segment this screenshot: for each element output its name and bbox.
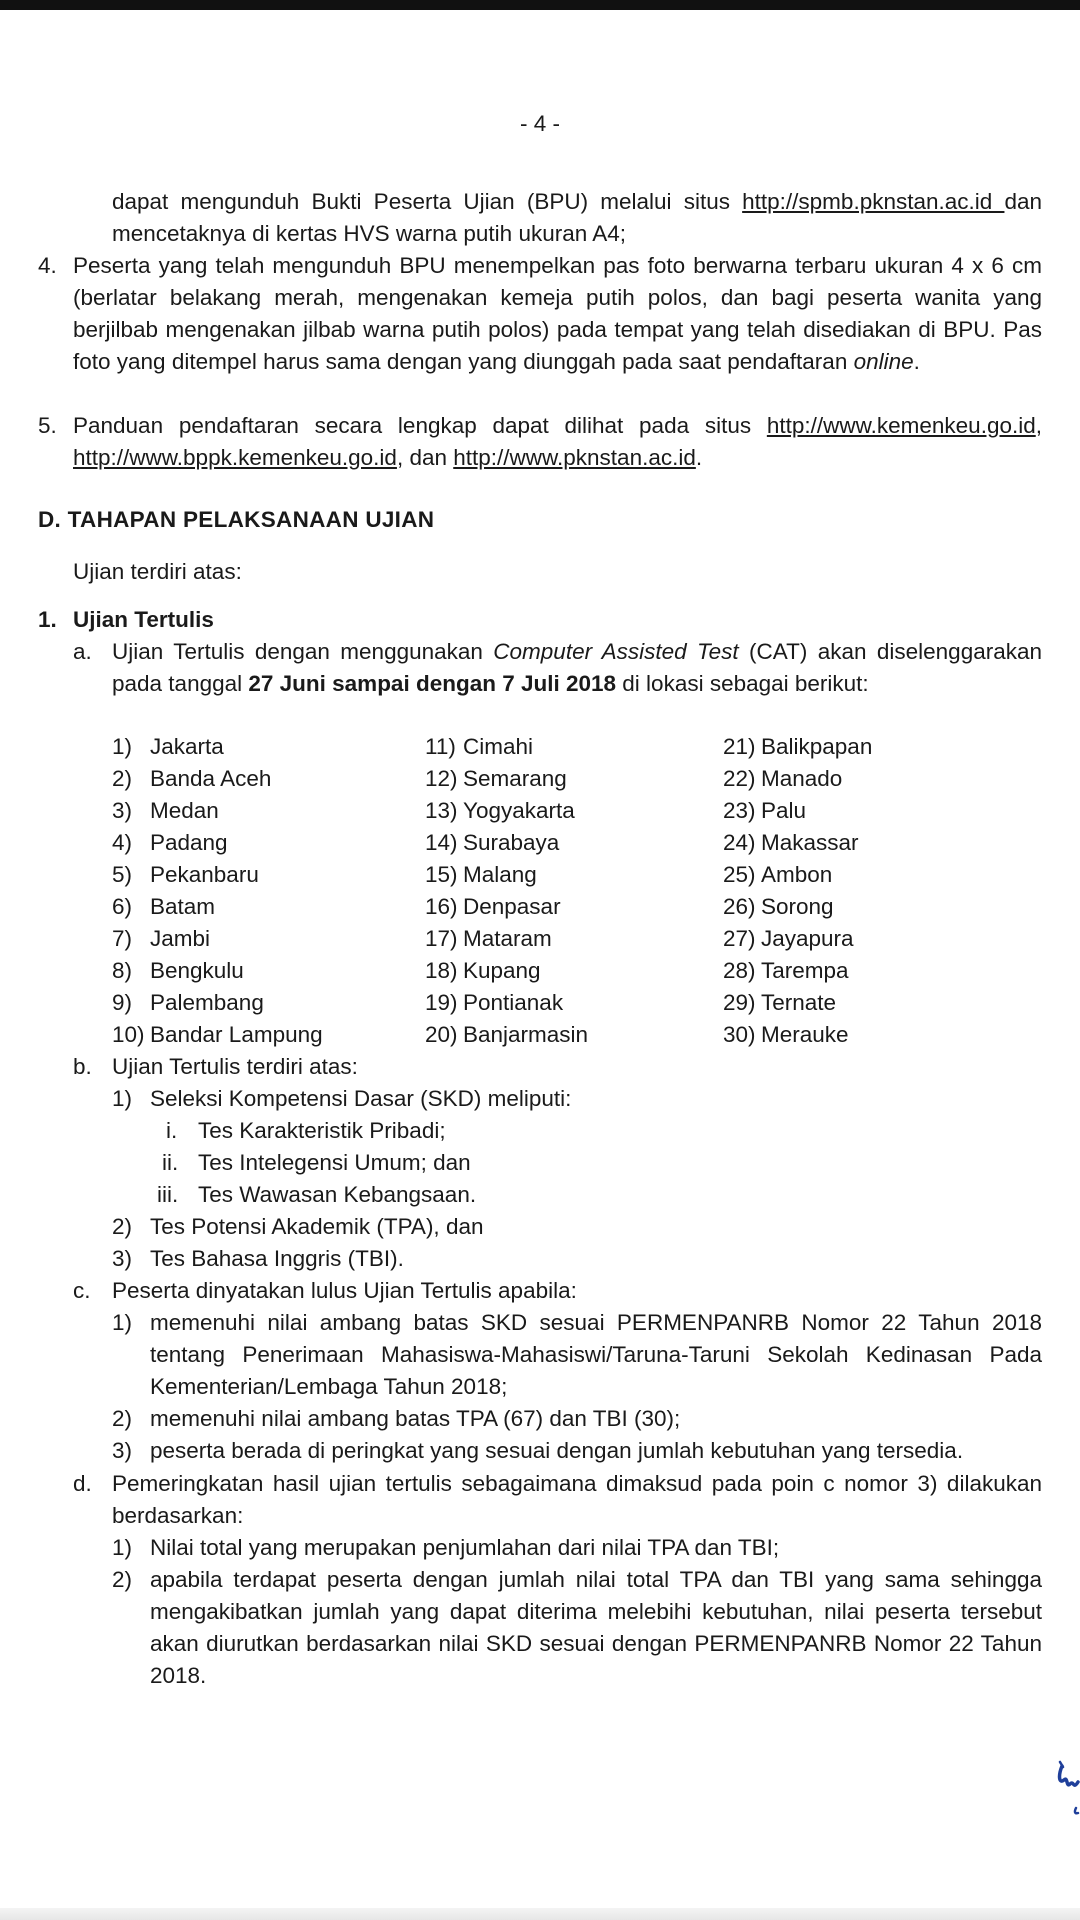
item-a-letter: a. (73, 639, 92, 664)
item-c3-number: 3) (112, 1438, 133, 1463)
list-item: 26) Sorong (723, 894, 834, 919)
item-b-letter: b. (73, 1054, 92, 1079)
sub1-number: 1. (38, 607, 57, 632)
list-item: 1) Jakarta (112, 734, 224, 759)
roman-1-text: Tes Karakteristik Pribadi; (198, 1118, 446, 1143)
spmb-link[interactable]: http://spmb.pknstan.ac.id (742, 189, 1005, 214)
item-b1-text: Seleksi Kompetensi Dasar (SKD) meliputi: (150, 1086, 572, 1111)
cities-column-2 (425, 731, 588, 1051)
item-d-letter: d. (73, 1471, 92, 1496)
roman-1: i. (166, 1118, 178, 1143)
item-c1-text: memenuhi nilai ambang batas SKD sesuai PERMENPANRB Nomor 22 Tahun 2018 tentang Penerimaan Mahasiswa-Mahasiswi/Taruna-Taruni Sekolah Kedinasan Pada Kementerian/Lembaga Tahun 2018; (150, 1310, 1042, 1399)
bottom-edge (0, 1908, 1080, 1920)
list-item: 27) Jayapura (723, 926, 854, 951)
roman-3-text: Tes Wawasan Kebangsaan. (198, 1182, 477, 1207)
item-b1-number: 1) (112, 1086, 133, 1111)
list-item: 5) Pekanbaru (112, 862, 259, 887)
item-c1-number: 1) (112, 1310, 133, 1335)
roman-2: ii. (162, 1150, 179, 1175)
item-b-text: Ujian Tertulis terdiri atas: (112, 1054, 358, 1079)
list-item: 23) Palu (723, 798, 807, 823)
kemenkeu-link[interactable]: http://www.kemenkeu.go.id (766, 413, 1036, 438)
sub1-title: Ujian Tertulis (73, 607, 214, 632)
list-item: 6) Batam (112, 894, 216, 919)
paragraph-item5: Panduan pendaftaran secara lengkap dapat dilihat pada situs http://www.kemenkeu.go.id, http://www.bppk.kemenkeu.go.id, dan http://www.pknstan.ac.id. (73, 413, 1042, 470)
list-item: 2) Banda Aceh (112, 766, 272, 791)
item-c-text: Peserta dinyatakan lulus Ujian Tertulis apabila: (112, 1278, 577, 1303)
roman-2-text: Tes Intelegensi Umum; dan (198, 1150, 471, 1175)
item-d1-text: Nilai total yang merupakan penjumlahan dari nilai TPA dan TBI; (150, 1535, 780, 1560)
section-d-heading: D. TAHAPAN PELAKSANAAN UJIAN (38, 507, 435, 532)
list-item: 30) Merauke (723, 1022, 849, 1047)
list-item: 12) Semarang (425, 766, 567, 791)
list-item: 9) Palembang (112, 990, 264, 1015)
item-b3-text: Tes Bahasa Inggris (TBI). (150, 1246, 404, 1271)
item-b2-text: Tes Potensi Akademik (TPA), dan (150, 1214, 484, 1239)
list-item: 8) Bengkulu (112, 958, 244, 983)
paragraph-item3-continued: dapat mengunduh Bukti Peserta Ujian (BPU) melalui situs http://spmb.pknstan.ac.id dan mencetaknya di kertas HVS warna putih ukuran A4; (112, 189, 1042, 246)
item5-number: 5. (38, 413, 57, 438)
list-item: 25) Ambon (723, 862, 833, 887)
item-b2-number: 2) (112, 1214, 133, 1239)
list-item: 13) Yogyakarta (425, 798, 575, 823)
top-edge (0, 0, 1080, 10)
item-c3-text: peserta berada di peringkat yang sesuai dengan jumlah kebutuhan yang tersedia. (150, 1438, 964, 1463)
list-item: 22) Manado (723, 766, 843, 791)
cities-column-1 (112, 731, 323, 1051)
list-item: 11) Cimahi (425, 734, 534, 759)
list-item: 16) Denpasar (425, 894, 561, 919)
bppk-link[interactable]: http://www.bppk.kemenkeu.go.id (73, 445, 397, 470)
section-d-intro: Ujian terdiri atas: (73, 559, 242, 584)
list-item: 20) Banjarmasin (425, 1022, 589, 1047)
item-d-text: Pemeringkatan hasil ujian tertulis sebagaimana dimaksud pada poin c nomor 3) dilakukan berdasarkan: (112, 1471, 1042, 1528)
list-item: 29) Ternate (723, 990, 837, 1015)
item4-number: 4. (38, 253, 57, 278)
list-item: 4) Padang (112, 830, 228, 855)
list-item: 28) Tarempa (723, 958, 849, 983)
list-item: 15) Malang (425, 862, 537, 887)
list-item: 10) Bandar Lampung (112, 1022, 323, 1047)
paragraph-item4: Peserta yang telah mengunduh BPU menempelkan pas foto berwarna terbaru ukuran 4 x 6 cm (berlatar belakang merah, mengenakan kemeja putih polos, dan bagi peserta wanita yang berjilbab mengenakan jilbab warna putih polos) pada tempat yang telah disediakan di BPU. Pas foto yang ditempel harus sama dengan yang diunggah pada saat pendaftaran online. (73, 253, 1042, 374)
list-item: 19) Pontianak (425, 990, 564, 1015)
roman-3: iii. (157, 1182, 179, 1207)
list-item: 7) Jambi (112, 926, 211, 951)
list-item: 14) Surabaya (425, 830, 560, 855)
pknstan-link[interactable]: http://www.pknstan.ac.id (453, 445, 696, 470)
list-item: 24) Makassar (723, 830, 859, 855)
ink-initial-mark (1056, 1758, 1080, 1818)
cities-column-3 (723, 731, 872, 1051)
list-item: 18) Kupang (425, 958, 541, 983)
list-item: 21) Balikpapan (723, 734, 873, 759)
item-b3-number: 3) (112, 1246, 133, 1271)
item-d1-number: 1) (112, 1535, 133, 1560)
list-item: 3) Medan (112, 798, 219, 823)
paragraph-item-a: Ujian Tertulis dengan menggunakan Computer Assisted Test (CAT) akan diselenggarakan pada tanggal 27 Juni sampai dengan 7 Juli 2018 di lokasi sebagai berikut: (112, 639, 1042, 696)
list-item: 17) Mataram (425, 926, 552, 951)
item-c-letter: c. (73, 1278, 91, 1303)
item-c2-text: memenuhi nilai ambang batas TPA (67) dan TBI (30); (150, 1406, 681, 1431)
item-d2-number: 2) (112, 1567, 133, 1592)
item-d2-text: apabila terdapat peserta dengan jumlah nilai total TPA dan TBI yang sama sehingga mengakibatkan jumlah yang dapat diterima melebihi kebutuhan, nilai peserta tersebut akan diurutkan berdasarkan nilai SKD sesuai dengan PERMENPANRB Nomor 22 Tahun 2018. (150, 1567, 1042, 1688)
page-number: - 4 - (519, 111, 560, 136)
item-c2-number: 2) (112, 1406, 133, 1431)
